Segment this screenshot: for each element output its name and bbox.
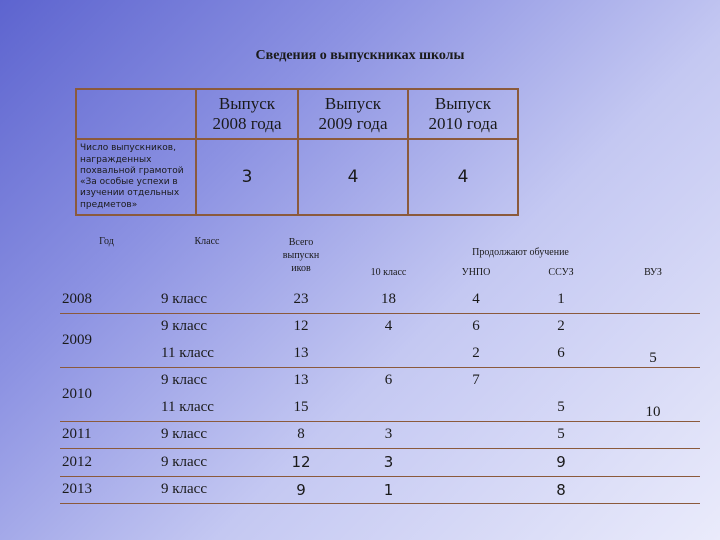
class-cell: 11 класс (153, 394, 261, 421)
year-cell: 2013 (60, 476, 153, 504)
class-cell: 11 класс (153, 340, 261, 367)
awards-table (75, 88, 519, 216)
awards-2008: 3 (196, 139, 298, 215)
k10-cell: 18 (341, 286, 436, 313)
table-row (60, 476, 700, 504)
ssuz-cell: 1 (516, 286, 606, 313)
year-cell: 2010 (60, 367, 153, 421)
unpo-cell (436, 449, 516, 477)
table-row (60, 286, 700, 313)
unpo-cell: 6 (472, 318, 480, 335)
vuz-cell (606, 476, 700, 504)
total-cell: 9 (261, 476, 341, 504)
class-cell: 9 класс (161, 372, 207, 389)
class-cell: 9 класс (153, 476, 261, 504)
class-cell: 9 класс (153, 286, 261, 313)
k10-cell (341, 340, 436, 367)
k10-cell: 1 (341, 476, 436, 504)
awards-2009: 4 (298, 139, 408, 215)
class-cell: 9 класс (153, 421, 261, 449)
header-2010: Выпуск 2010 года (408, 89, 518, 139)
ssuz-cell: 8 (516, 476, 606, 504)
class-cell: 9 класс (161, 318, 207, 335)
total-cell: 12 (261, 449, 341, 477)
total-cell: 8 (261, 421, 341, 449)
header-continue: Продолжают обучение (472, 247, 569, 258)
ssuz-cell: 5 (516, 421, 606, 449)
header-vuz: ВУЗ (644, 266, 662, 278)
unpo-cell: 2 (436, 340, 516, 367)
table-row (60, 367, 700, 394)
header-2009: Выпуск 2009 года (298, 89, 408, 139)
unpo-cell (436, 421, 516, 449)
table-row (60, 313, 700, 340)
total-cell: 13 (293, 372, 309, 389)
total-cell: 23 (261, 286, 341, 313)
awards-row-label: Число выпускников, награжденных похвальной грамотой «За особые успехи в изучении отдельных предметов» (76, 139, 196, 215)
ssuz-cell: 5 (516, 394, 606, 421)
header-year: Год (99, 236, 114, 247)
header-10-class: 10 класс (370, 266, 407, 278)
table-row (60, 340, 700, 367)
total-cell: 12 (293, 318, 309, 335)
ssuz-cell: 6 (516, 340, 606, 367)
corner-cell (76, 89, 196, 139)
table-row (60, 394, 700, 421)
vuz-cell (606, 421, 700, 449)
header-total: Всего выпускн иков (282, 237, 320, 274)
class-cell: 9 класс (153, 449, 261, 477)
unpo-cell: 7 (472, 372, 480, 389)
table-row (60, 449, 700, 477)
year-cell: 2009 (60, 313, 153, 367)
total-cell: 15 (261, 394, 341, 421)
year-cell: 2012 (60, 449, 153, 477)
ssuz-cell (516, 367, 606, 394)
unpo-cell (436, 394, 516, 421)
table-row (60, 421, 700, 449)
year-cell: 2008 (60, 286, 153, 313)
vuz-cell: 10 (606, 367, 700, 421)
graduates-table (60, 236, 700, 504)
vuz-cell: 5 (606, 313, 700, 367)
awards-2010: 4 (408, 139, 518, 215)
header-unpo: УНПО (461, 266, 491, 278)
k10-cell: 6 (384, 372, 393, 389)
k10-cell: 3 (341, 421, 436, 449)
ssuz-cell: 2 (557, 318, 565, 335)
vuz-cell (606, 449, 700, 477)
header-2008: Выпуск 2008 года (196, 89, 298, 139)
total-cell: 13 (261, 340, 341, 367)
k10-cell: 4 (384, 318, 393, 335)
header-class: Класс (194, 236, 220, 247)
vuz-cell (606, 286, 700, 313)
year-cell: 2011 (60, 421, 153, 449)
page-title: Сведения о выпускниках школы (255, 48, 465, 63)
unpo-cell: 4 (436, 286, 516, 313)
ssuz-cell: 9 (516, 449, 606, 477)
unpo-cell (436, 476, 516, 504)
k10-cell: 3 (341, 449, 436, 477)
k10-cell (341, 394, 436, 421)
header-ssuz: ССУЗ (548, 266, 574, 278)
